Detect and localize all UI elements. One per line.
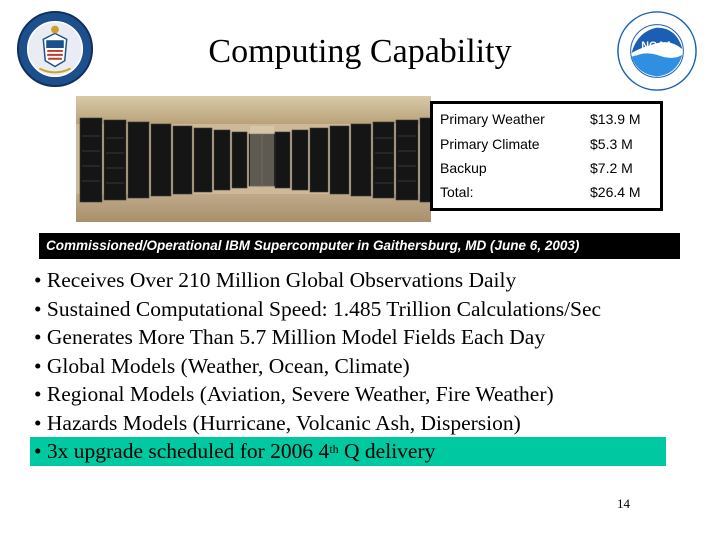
photo-caption: Commissioned/Operational IBM Supercomputer in Gaithersburg, MD (June 6, 2003)	[39, 233, 680, 259]
slide-title: Computing Capability	[208, 33, 512, 70]
highlight-text-end: Q delivery	[338, 439, 436, 463]
highlighted-bullet-item	[30, 437, 666, 466]
bullet-item: • Sustained Computational Speed: 1.485 Trillion Calculations/Sec	[34, 296, 602, 321]
cost-label: Primary Weather	[440, 111, 545, 127]
cost-value: $5.3 M	[590, 136, 633, 152]
cost-label: Backup	[440, 160, 487, 176]
cost-row	[440, 136, 660, 156]
cost-value: $26.4 M	[590, 184, 641, 200]
bullet-item: • Global Models (Weather, Ocean, Climate)	[34, 353, 410, 378]
bullet-list	[34, 266, 694, 466]
cost-row	[440, 111, 660, 131]
supercomputer-photo	[76, 96, 431, 222]
cost-label: Primary Climate	[440, 136, 540, 152]
ordinal-superscript: th	[329, 442, 339, 456]
cost-value: $7.2 M	[590, 160, 633, 176]
cost-table	[430, 101, 663, 211]
cost-value: $13.9 M	[590, 111, 641, 127]
cost-total-row	[440, 184, 660, 204]
cost-row	[440, 160, 660, 180]
page-number: 14	[617, 496, 630, 511]
bullet-item: • Hazards Models (Hurricane, Volcanic Ash, Dispersion)	[34, 410, 521, 435]
bullet-item: • Receives Over 210 Million Global Observations Daily	[34, 268, 517, 292]
noaa-logo-text: NOAA	[641, 40, 673, 53]
highlight-text: • 3x upgrade scheduled for 2006 4	[34, 439, 330, 463]
bullet-item: • Regional Models (Aviation, Severe Weather, Fire Weather)	[34, 382, 554, 406]
bullet-item: • Generates More Than 5.7 Million Model Fields Each Day	[34, 325, 546, 349]
cost-label: Total:	[440, 184, 474, 200]
